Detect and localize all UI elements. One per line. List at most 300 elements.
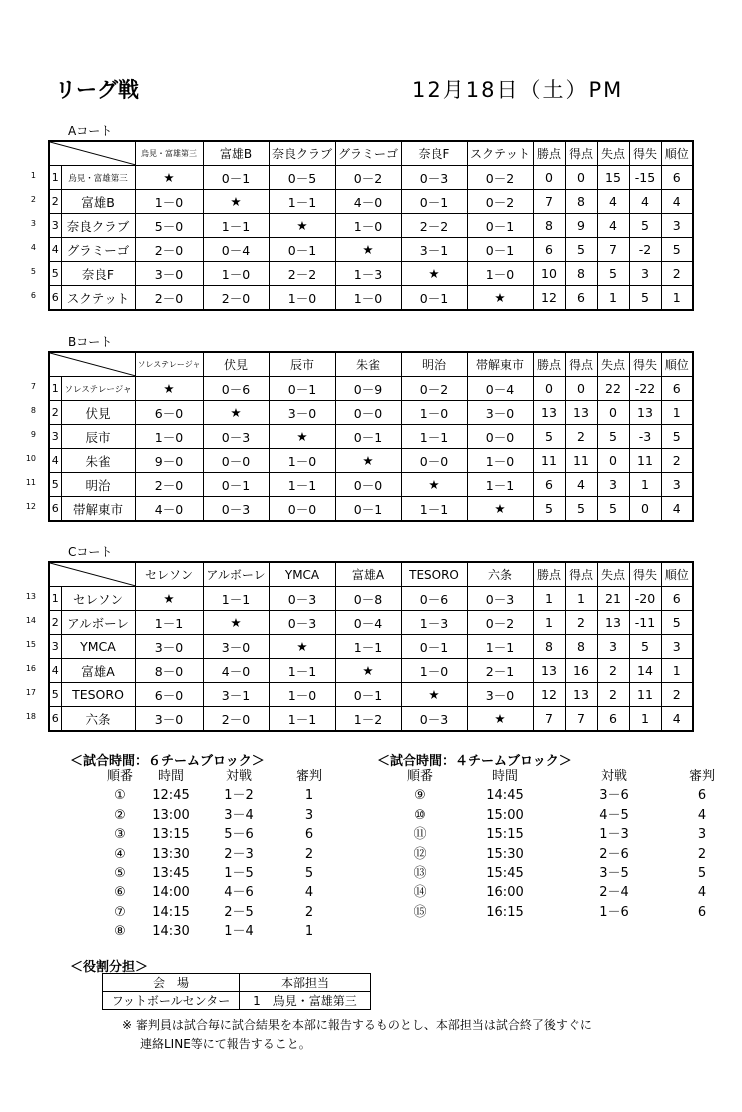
column-header-team: 六条 (467, 562, 533, 587)
stat-value: 21 (597, 587, 629, 611)
team-number: 4 (49, 449, 61, 473)
column-header-stat: 順位 (661, 562, 693, 587)
schedule-row (98, 864, 340, 883)
table-row (49, 262, 693, 286)
diagonal-line (50, 353, 135, 376)
match-result: 0－2 (467, 190, 533, 214)
column-header-stat: 順位 (661, 352, 693, 377)
column-header-stat: 失点 (597, 562, 629, 587)
stat-value: 13 (533, 659, 565, 683)
match-result: 0－1 (401, 635, 467, 659)
match-result: 1－1 (203, 214, 269, 238)
stat-value: 11 (629, 449, 661, 473)
stat-value: 3 (629, 262, 661, 286)
stat-value: 5 (629, 286, 661, 311)
match-result: 1－1 (269, 707, 335, 732)
match-result: 3－0 (467, 683, 533, 707)
match-result: 0－0 (269, 497, 335, 522)
stat-value: 3 (661, 635, 693, 659)
schedule-cell: ⑪ (413, 827, 427, 843)
schedule-cell: 1－2 (224, 788, 254, 804)
schedule-cell: 2 (304, 904, 314, 920)
match-result: 1－1 (135, 611, 203, 635)
stat-value: 7 (565, 707, 597, 732)
stat-value: 22 (597, 377, 629, 401)
row-number-column (14, 164, 36, 308)
match-result: 1－1 (269, 659, 335, 683)
stat-value: 1 (565, 587, 597, 611)
court-label: Bコート (68, 335, 113, 349)
column-header-stat: 得失 (629, 352, 661, 377)
column-header-team: 明治 (401, 352, 467, 377)
stat-value: 2 (661, 449, 693, 473)
stat-value: 4 (597, 190, 629, 214)
team-number: 3 (49, 214, 61, 238)
schedule-header-cell: 対戦 (225, 769, 252, 784)
match-result: 1－0 (335, 286, 401, 311)
schedule-cell: 3－6 (599, 788, 629, 804)
roles-header-hq: 本部担当 (240, 974, 371, 992)
diagonal-line (50, 142, 135, 165)
team-name: スクテット (61, 286, 135, 311)
match-result: 4－0 (203, 659, 269, 683)
match-result: ★ (135, 377, 203, 401)
court-label: Aコート (68, 124, 113, 138)
row-number: 2 (30, 195, 36, 204)
schedule-cell: 15:30 (486, 846, 524, 862)
match-result: 0－0 (203, 449, 269, 473)
court-label: Cコート (68, 545, 113, 559)
match-result: 1－0 (467, 449, 533, 473)
match-result: 1－1 (335, 635, 401, 659)
column-header-team: 富雄B (203, 141, 269, 166)
match-result: 4－0 (135, 497, 203, 522)
schedule-row (395, 825, 741, 844)
schedule-row (395, 806, 741, 825)
schedule-cell: ③ (114, 827, 126, 843)
row-number: 8 (30, 406, 36, 415)
schedule-cell: 2 (697, 846, 707, 862)
schedule-row (395, 864, 741, 883)
match-result: ★ (335, 238, 401, 262)
team-name: TESORO (61, 683, 135, 707)
league-table (48, 140, 694, 311)
schedule-cell: 3－5 (599, 865, 629, 881)
team-name: 伏見 (61, 401, 135, 425)
row-number: 5 (30, 267, 36, 276)
schedule-cell: ④ (114, 846, 126, 862)
stat-value: 13 (629, 401, 661, 425)
schedule-cell: 1 (304, 788, 314, 804)
match-result: 0－3 (269, 587, 335, 611)
page-title: リーグ戦 (55, 78, 139, 102)
column-header-team: 烏見・富雄第三 (135, 141, 203, 166)
table-row (49, 166, 693, 190)
team-number: 5 (49, 262, 61, 286)
team-number: 6 (49, 286, 61, 311)
stat-value: 7 (533, 707, 565, 732)
match-result: 1－0 (203, 262, 269, 286)
table-row (49, 707, 693, 732)
match-result: 0－8 (335, 587, 401, 611)
schedule-cell: 14:15 (152, 904, 190, 920)
schedule-cell: ⑮ (413, 904, 427, 920)
match-result: 1－0 (401, 401, 467, 425)
stat-value: 6 (533, 238, 565, 262)
stat-value: 0 (629, 497, 661, 522)
team-name: 辰市 (61, 425, 135, 449)
stat-value: 7 (597, 238, 629, 262)
schedule-cell: ⑨ (414, 788, 426, 804)
row-number: 9 (30, 430, 36, 439)
note-line: ※ 審判員は試合毎に試合結果を本部に報告するものとし、本部担当は試合終了後すぐに (122, 1018, 592, 1032)
match-result: 5－0 (135, 214, 203, 238)
stat-value: 5 (597, 425, 629, 449)
stat-value: 5 (661, 611, 693, 635)
stat-value: 4 (661, 707, 693, 732)
stat-value: 5 (533, 497, 565, 522)
stat-value: 2 (661, 683, 693, 707)
stat-value: 13 (533, 401, 565, 425)
match-result: 2－1 (467, 659, 533, 683)
match-result: 0－3 (269, 611, 335, 635)
diagonal-corner-cell (49, 352, 135, 377)
table-row (49, 190, 693, 214)
match-result: ★ (269, 425, 335, 449)
match-result: 0－1 (467, 238, 533, 262)
schedule-cell: ⑬ (413, 865, 427, 881)
schedule-cell: 2－6 (599, 846, 629, 862)
column-header-team: TESORO (401, 562, 467, 587)
column-header-team: YMCA (269, 562, 335, 587)
stat-value: 8 (565, 262, 597, 286)
stat-value: 16 (565, 659, 597, 683)
team-number: 2 (49, 611, 61, 635)
stat-value: -2 (629, 238, 661, 262)
match-result: 3－0 (467, 401, 533, 425)
match-result: ★ (401, 473, 467, 497)
roles-table (102, 973, 371, 1010)
table-row (49, 449, 693, 473)
stat-value: 6 (565, 286, 597, 311)
schedule-row (395, 883, 741, 902)
schedule4-list (395, 767, 741, 922)
match-result: 1－1 (401, 497, 467, 522)
schedule-row (395, 786, 741, 805)
schedule-cell: ⑤ (114, 865, 126, 881)
match-result: ★ (467, 707, 533, 732)
stat-value: 4 (565, 473, 597, 497)
diagonal-corner-cell (49, 562, 135, 587)
stat-value: 5 (565, 497, 597, 522)
match-result: ★ (269, 214, 335, 238)
match-result: 0－1 (269, 238, 335, 262)
column-header-team: ソレステレージャ (135, 352, 203, 377)
match-result: 3－0 (135, 262, 203, 286)
schedule-row (98, 825, 340, 844)
note-line: 連絡LINE等にて報告すること。 (140, 1037, 311, 1051)
team-name: ソレステレージャ (61, 377, 135, 401)
match-result: 0－3 (467, 587, 533, 611)
stat-value: 2 (597, 659, 629, 683)
team-name: 奈良F (61, 262, 135, 286)
schedule-cell: ⑩ (414, 807, 426, 823)
match-result: ★ (467, 286, 533, 311)
match-result: 1－1 (269, 190, 335, 214)
column-header-stat: 勝点 (533, 141, 565, 166)
schedule-cell: 13:30 (152, 846, 190, 862)
stat-value: 8 (533, 635, 565, 659)
team-name: 六条 (61, 707, 135, 732)
row-number: 10 (25, 454, 36, 463)
team-number: 5 (49, 473, 61, 497)
stat-value: 11 (533, 449, 565, 473)
stat-value: 3 (597, 635, 629, 659)
column-header-team: 奈良クラブ (269, 141, 335, 166)
stat-value: 8 (565, 190, 597, 214)
schedule-cell: 14:00 (152, 885, 190, 901)
schedule-header (395, 767, 741, 786)
match-result: 1－1 (203, 587, 269, 611)
stat-value: 6 (597, 707, 629, 732)
schedule-row (98, 786, 340, 805)
match-result: 3－1 (203, 683, 269, 707)
schedule-cell: 6 (304, 827, 314, 843)
match-result: 0－1 (335, 497, 401, 522)
schedule-cell: 13:15 (152, 827, 190, 843)
match-result: 3－0 (135, 635, 203, 659)
schedule-header (98, 767, 340, 786)
team-number: 6 (49, 707, 61, 732)
schedule-cell: 4 (304, 885, 314, 901)
match-result: 2－2 (269, 262, 335, 286)
schedule-cell: 15:45 (486, 865, 524, 881)
stat-value: -22 (629, 377, 661, 401)
stat-value: 1 (533, 611, 565, 635)
roles-venue: フットボールセンター (103, 992, 240, 1010)
stat-value: 8 (565, 635, 597, 659)
match-result: 1－1 (401, 425, 467, 449)
schedule-row (98, 845, 340, 864)
stat-value: 11 (629, 683, 661, 707)
team-name: グラミーゴ (61, 238, 135, 262)
stat-value: 13 (565, 683, 597, 707)
schedule-cell: 3 (304, 807, 314, 823)
schedule-cell: 1－6 (599, 904, 629, 920)
match-result: 0－2 (335, 166, 401, 190)
stat-value: 4 (661, 190, 693, 214)
match-result: 3－0 (203, 635, 269, 659)
stat-value: 0 (565, 166, 597, 190)
match-result: 2－0 (135, 286, 203, 311)
team-number: 2 (49, 190, 61, 214)
match-result: 1－0 (135, 190, 203, 214)
stat-value: 3 (597, 473, 629, 497)
stat-value: 13 (597, 611, 629, 635)
league-table (48, 351, 694, 522)
stat-value: 5 (597, 262, 629, 286)
schedule-cell: 1－4 (224, 924, 254, 940)
match-result: 1－0 (269, 683, 335, 707)
stat-value: -3 (629, 425, 661, 449)
league-table (48, 561, 694, 732)
stat-value: 15 (597, 166, 629, 190)
stat-value: 3 (661, 214, 693, 238)
match-result: 2－0 (135, 473, 203, 497)
match-result: 9－0 (135, 449, 203, 473)
match-result: 1－0 (467, 262, 533, 286)
table-row (49, 683, 693, 707)
match-result: 0－1 (467, 214, 533, 238)
stat-value: 5 (597, 497, 629, 522)
match-result: 0－1 (203, 166, 269, 190)
match-result: ★ (203, 611, 269, 635)
row-number-column (14, 375, 36, 519)
stat-value: 12 (533, 683, 565, 707)
match-result: 8－0 (135, 659, 203, 683)
stat-value: 1 (597, 286, 629, 311)
stat-value: 2 (565, 611, 597, 635)
match-result: 0－0 (401, 449, 467, 473)
stat-value: 4 (661, 497, 693, 522)
stat-value: 0 (533, 166, 565, 190)
schedule-cell: 4－6 (224, 885, 254, 901)
column-header-team: 帯解東市 (467, 352, 533, 377)
column-header-stat: 得点 (565, 352, 597, 377)
match-result: 0－0 (467, 425, 533, 449)
schedule-cell: 16:15 (486, 904, 524, 920)
table-row (49, 473, 693, 497)
stat-value: 0 (533, 377, 565, 401)
schedule-cell: 4－5 (599, 807, 629, 823)
schedule-row (98, 806, 340, 825)
schedule-cell: 4 (697, 807, 707, 823)
schedule-row (395, 845, 741, 864)
stat-value: -15 (629, 166, 661, 190)
match-result: 0－1 (401, 286, 467, 311)
row-number: 14 (25, 616, 36, 625)
match-result: 4－0 (335, 190, 401, 214)
table-row (49, 214, 693, 238)
row-number: 1 (30, 171, 36, 180)
match-result: 2－0 (203, 707, 269, 732)
schedule-cell: 2－5 (224, 904, 254, 920)
roles-header-venue: 会 場 (103, 974, 240, 992)
column-header-stat: 得失 (629, 562, 661, 587)
match-result: 1－0 (135, 425, 203, 449)
match-result: ★ (401, 262, 467, 286)
stat-value: 0 (597, 401, 629, 425)
team-number: 1 (49, 166, 61, 190)
stat-value: 1 (661, 401, 693, 425)
stat-value: 6 (533, 473, 565, 497)
team-number: 5 (49, 683, 61, 707)
team-number: 1 (49, 377, 61, 401)
stat-value: 2 (597, 683, 629, 707)
match-result: ★ (203, 401, 269, 425)
table-row (49, 497, 693, 522)
match-result: 0－3 (203, 497, 269, 522)
match-result: 1－3 (335, 262, 401, 286)
schedule-cell: 3 (697, 827, 707, 843)
schedule-row (395, 903, 741, 922)
stat-value: 14 (629, 659, 661, 683)
match-result: 1－3 (401, 611, 467, 635)
stat-value: 3 (661, 473, 693, 497)
match-result: 0－6 (203, 377, 269, 401)
team-name: 朱雀 (61, 449, 135, 473)
schedule-header-cell: 時間 (157, 769, 184, 784)
stat-value: 1 (629, 707, 661, 732)
schedule-row (98, 883, 340, 902)
team-name: 明治 (61, 473, 135, 497)
match-result: 1－1 (467, 473, 533, 497)
match-result: ★ (467, 497, 533, 522)
schedule6-title: ＜試合時間：６チームブロック＞ (70, 754, 265, 769)
schedule-cell: 1 (304, 924, 314, 940)
stat-value: 2 (661, 262, 693, 286)
table-row (49, 425, 693, 449)
team-name: 富雄A (61, 659, 135, 683)
column-header-team: 朱雀 (335, 352, 401, 377)
schedule4-title: ＜試合時間：４チームブロック＞ (377, 754, 572, 769)
row-number: 3 (30, 219, 36, 228)
table-row (49, 587, 693, 611)
match-result: 0－1 (335, 425, 401, 449)
team-name: セレソン (61, 587, 135, 611)
schedule-cell: 5－6 (224, 827, 254, 843)
schedule-header-cell: 順番 (106, 769, 133, 784)
team-number: 4 (49, 238, 61, 262)
match-result: 2－0 (203, 286, 269, 311)
schedule-cell: 2 (304, 846, 314, 862)
schedule-cell: 2－4 (599, 885, 629, 901)
diagonal-line (50, 563, 135, 586)
schedule-header-cell: 順番 (406, 769, 433, 784)
diagonal-corner-cell (49, 141, 135, 166)
team-number: 1 (49, 587, 61, 611)
schedule-cell: 5 (304, 865, 314, 881)
schedule-cell: 15:15 (486, 827, 524, 843)
column-header-team: グラミーゴ (335, 141, 401, 166)
roles-title: ＜役割分担＞ (70, 960, 149, 975)
stat-value: 5 (565, 238, 597, 262)
stat-value: 4 (629, 190, 661, 214)
schedule-row (98, 922, 340, 941)
match-result: ★ (135, 587, 203, 611)
stat-value: 4 (597, 214, 629, 238)
column-header-team: スクテット (467, 141, 533, 166)
schedule-header-cell: 審判 (688, 769, 715, 784)
schedule-cell: 5 (697, 865, 707, 881)
stat-value: 12 (533, 286, 565, 311)
team-name: アルボーレ (61, 611, 135, 635)
team-name: 奈良クラブ (61, 214, 135, 238)
team-name: 富雄B (61, 190, 135, 214)
match-result: 2－0 (135, 238, 203, 262)
schedule-header-cell: 対戦 (600, 769, 627, 784)
stat-value: 0 (597, 449, 629, 473)
match-result: 3－0 (269, 401, 335, 425)
team-number: 4 (49, 659, 61, 683)
column-header-team: セレソン (135, 562, 203, 587)
team-number: 3 (49, 425, 61, 449)
schedule6-list (98, 767, 340, 942)
match-result: 0－0 (335, 473, 401, 497)
schedule-cell: 14:45 (486, 788, 524, 804)
schedule-cell: 14:30 (152, 924, 190, 940)
match-result: 0－3 (401, 707, 467, 732)
